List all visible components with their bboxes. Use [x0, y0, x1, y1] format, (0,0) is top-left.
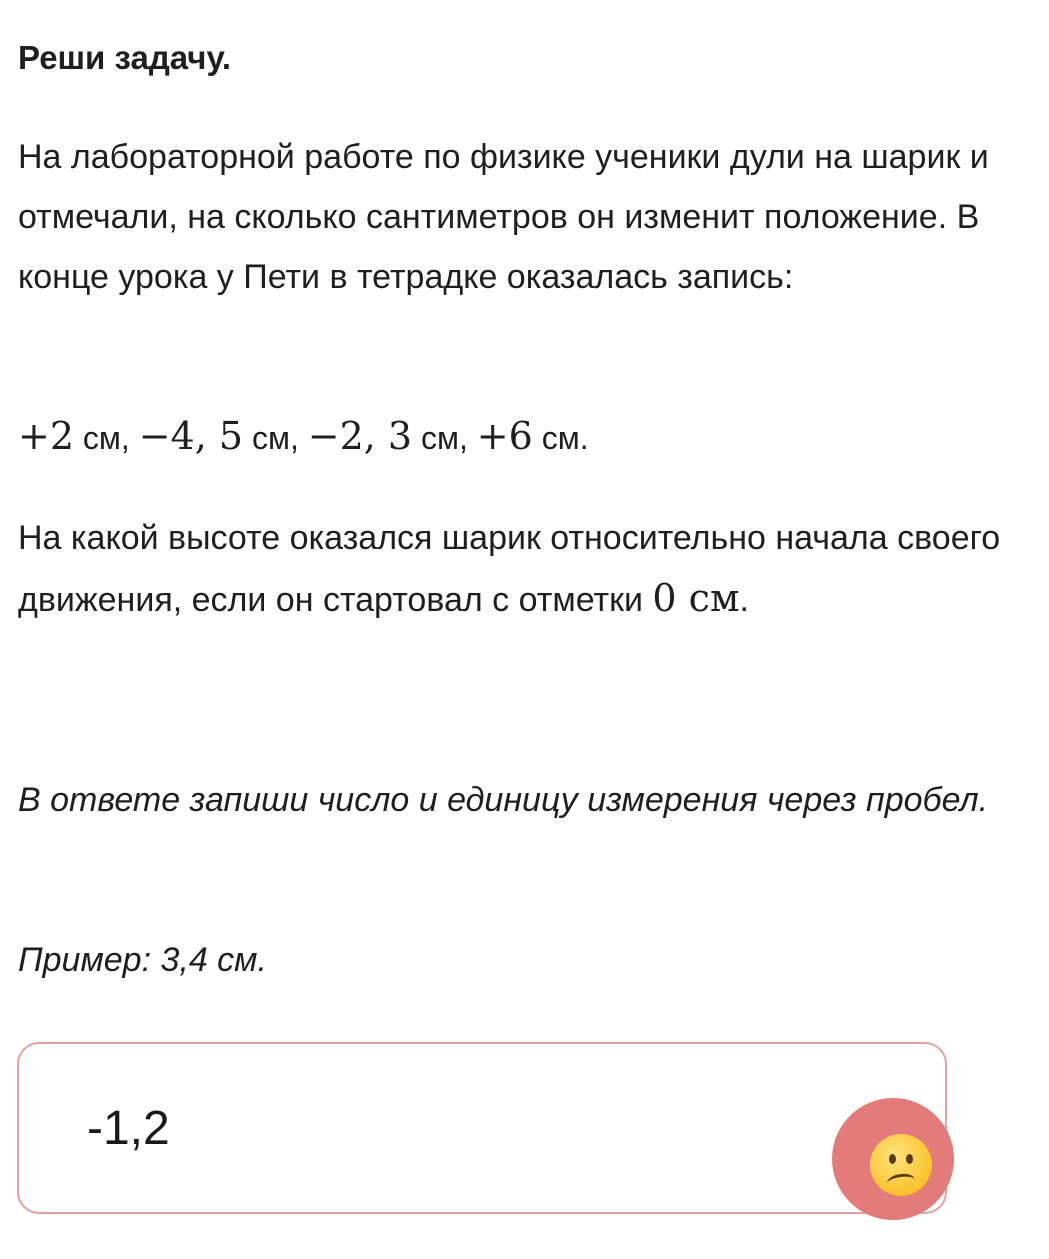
question-end: .: [739, 581, 749, 619]
confused-face-icon: [870, 1134, 932, 1196]
measurement-value: −2, 3: [307, 414, 413, 458]
task-description: На лабораторной работе по физике ученики дули на шарик и отмечали, на сколько сантиметров он изменит положение. В конце урока у Пети в тетрадке оказалась запись:: [18, 138, 989, 296]
measurement-value: +2: [18, 414, 75, 458]
task-question: [18, 508, 1028, 630]
measurement-unit: см,: [243, 420, 308, 456]
answer-instruction: В ответе запиши число и единицу измерения через пробел.: [18, 781, 989, 819]
measurement-record: [18, 410, 589, 464]
answer-feedback-badge: [832, 1098, 954, 1220]
measurement-value: +6: [476, 414, 533, 458]
answer-input[interactable]: [17, 1042, 947, 1214]
measurement-value: −4, 5: [138, 414, 244, 458]
measurement-unit: см,: [74, 420, 139, 456]
task-title: Реши задачу.: [18, 39, 232, 76]
question-text: На какой высоте оказался шарик относительно начала своего движения, если он стартовал с отметки: [18, 519, 1001, 619]
start-mark: 0 см: [652, 576, 740, 620]
measurement-unit: см,: [412, 420, 477, 456]
measurement-unit: см.: [532, 420, 589, 456]
answer-example: Пример: 3,4 см.: [18, 941, 267, 979]
answer-value: -1,2: [87, 1102, 170, 1155]
